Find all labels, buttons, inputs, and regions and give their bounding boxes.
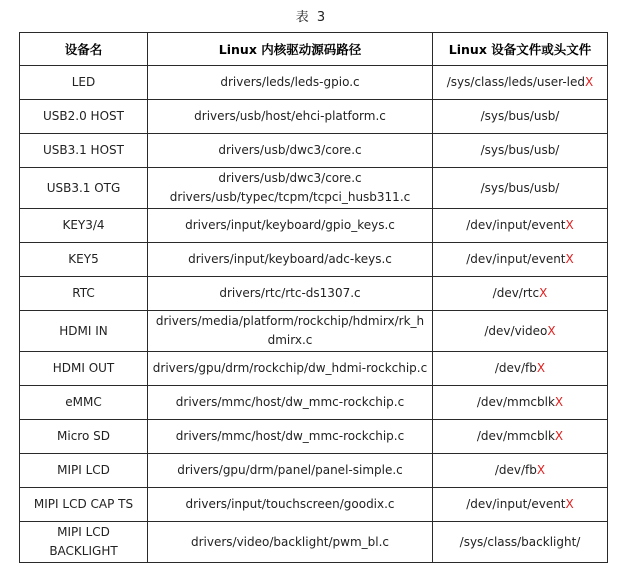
table-header-row <box>20 33 608 66</box>
header-device-name: 设备名 <box>20 33 148 66</box>
cell-device-file <box>433 168 608 209</box>
table-row <box>20 168 608 209</box>
table-row <box>20 100 608 134</box>
cell-device-name-line: eMMC <box>65 395 102 409</box>
cell-driver-path <box>148 488 433 522</box>
device-index-placeholder: X <box>536 463 546 477</box>
device-driver-table <box>19 32 608 563</box>
cell-driver-path-line: drivers/gpu/drm/panel/panel-simple.c <box>177 463 403 477</box>
cell-device-file <box>433 454 608 488</box>
cell-device-file <box>433 134 608 168</box>
cell-driver-path-line: drivers/media/platform/rockchip/hdmirx/rk_h <box>155 314 425 328</box>
device-file-path: /dev/fb <box>494 463 537 477</box>
header-driver-path: Linux 内核驱动源码路径 <box>148 33 433 66</box>
device-index-placeholder: X <box>565 497 574 511</box>
cell-driver-path <box>148 420 433 454</box>
device-file-path: /dev/input/event <box>466 497 566 511</box>
table-row <box>20 311 608 352</box>
cell-device-name-line: HDMI OUT <box>52 361 115 375</box>
cell-device-name-line: LED <box>71 75 96 89</box>
cell-driver-path-line: drivers/usb/typec/tcpm/tcpci_husb311.c <box>169 190 411 204</box>
table-body <box>20 66 608 563</box>
table-row <box>20 352 608 386</box>
device-index-placeholder: X <box>536 361 546 375</box>
cell-driver-path <box>148 168 433 209</box>
device-file-path: /dev/input/event <box>466 252 566 266</box>
cell-driver-path-line: drivers/leds/leds-gpio.c <box>220 75 360 89</box>
cell-device-name <box>20 134 148 168</box>
cell-driver-path <box>148 134 433 168</box>
cell-device-name <box>20 168 148 209</box>
cell-device-name-line: MIPI LCD CAP TS <box>33 497 134 511</box>
table-row <box>20 522 608 563</box>
cell-device-name <box>20 488 148 522</box>
table-row <box>20 243 608 277</box>
cell-driver-path-line: drivers/mmc/host/dw_mmc-rockchip.c <box>175 429 405 443</box>
cell-driver-path <box>148 277 433 311</box>
table-row <box>20 134 608 168</box>
cell-device-name-line: USB3.1 OTG <box>46 180 121 195</box>
cell-device-file <box>433 488 608 522</box>
cell-driver-path-line: drivers/gpu/drm/rockchip/dw_hdmi-rockchip.c <box>152 361 428 375</box>
cell-driver-path-line: drivers/video/backlight/pwm_bl.c <box>190 534 390 549</box>
device-file-path: /dev/video <box>484 323 548 338</box>
cell-device-name <box>20 522 148 563</box>
cell-device-name <box>20 386 148 420</box>
device-index-placeholder: X <box>539 286 548 300</box>
cell-device-name-line: HDMI IN <box>59 323 108 338</box>
device-file-path: /sys/bus/usb/ <box>480 109 560 123</box>
cell-driver-path-line: drivers/usb/dwc3/core.c <box>218 143 362 157</box>
cell-device-file <box>433 243 608 277</box>
cell-device-name-line: KEY3/4 <box>62 218 105 232</box>
device-index-placeholder: X <box>554 429 564 443</box>
device-index-placeholder: X <box>554 395 564 409</box>
table-row <box>20 420 608 454</box>
cell-device-file <box>433 352 608 386</box>
table-row <box>20 66 608 100</box>
cell-driver-path <box>148 352 433 386</box>
device-file-path: /sys/class/leds/user-led <box>446 75 585 89</box>
cell-device-file <box>433 209 608 243</box>
cell-driver-path-line: drivers/input/keyboard/gpio_keys.c <box>185 218 395 232</box>
table-row <box>20 488 608 522</box>
cell-driver-path-line: drivers/usb/dwc3/core.c <box>218 171 362 185</box>
cell-device-name <box>20 243 148 277</box>
cell-driver-path <box>148 522 433 563</box>
cell-driver-path-line: drivers/rtc/rtc-ds1307.c <box>219 286 361 300</box>
device-file-path: /dev/input/event <box>466 218 566 232</box>
cell-device-name <box>20 209 148 243</box>
cell-driver-path <box>148 454 433 488</box>
table-caption: 表 3 <box>295 10 328 25</box>
cell-driver-path <box>148 66 433 100</box>
device-file-path: /dev/mmcblk <box>476 429 555 443</box>
cell-device-name-line: Micro SD <box>57 429 110 443</box>
cell-device-name <box>20 66 148 100</box>
device-index-placeholder: X <box>547 323 556 338</box>
cell-driver-path-line: drivers/input/keyboard/adc-keys.c <box>188 252 392 266</box>
device-file-path: /sys/bus/usb/ <box>480 143 560 157</box>
cell-driver-path-line: drivers/input/touchscreen/goodix.c <box>185 497 395 511</box>
cell-driver-path <box>148 243 433 277</box>
cell-device-name-line: KEY5 <box>68 252 99 266</box>
cell-driver-path <box>148 311 433 352</box>
table-row <box>20 386 608 420</box>
cell-device-name <box>20 420 148 454</box>
cell-driver-path-line: drivers/usb/host/ehci-platform.c <box>194 109 386 123</box>
cell-driver-path <box>148 209 433 243</box>
cell-device-name-line: USB2.0 HOST <box>43 109 124 123</box>
device-index-placeholder: X <box>565 252 574 266</box>
cell-device-file <box>433 311 608 352</box>
cell-device-name-line: MIPI LCD <box>57 525 110 539</box>
cell-device-file <box>433 522 608 563</box>
cell-device-name-line: RTC <box>72 286 95 300</box>
device-index-placeholder: X <box>565 218 574 232</box>
cell-device-name-line: MIPI LCD <box>57 463 110 477</box>
cell-device-name <box>20 311 148 352</box>
table-row <box>20 209 608 243</box>
device-file-path: /dev/fb <box>494 361 537 375</box>
cell-device-name <box>20 454 148 488</box>
cell-device-name <box>20 277 148 311</box>
cell-device-name-line: BACKLIGHT <box>49 544 118 558</box>
cell-device-name <box>20 100 148 134</box>
header-device-file: Linux 设备文件或头文件 <box>433 33 608 66</box>
cell-device-file <box>433 386 608 420</box>
cell-driver-path-line: drivers/mmc/host/dw_mmc-rockchip.c <box>175 395 405 409</box>
table-row <box>20 454 608 488</box>
device-file-path: /sys/bus/usb/ <box>480 180 560 195</box>
cell-device-file <box>433 66 608 100</box>
device-file-path: /dev/rtc <box>492 286 540 300</box>
cell-device-name <box>20 352 148 386</box>
cell-device-file <box>433 277 608 311</box>
table-row <box>20 277 608 311</box>
cell-device-file <box>433 100 608 134</box>
device-file-path: /dev/mmcblk <box>476 395 555 409</box>
cell-driver-path <box>148 386 433 420</box>
cell-device-file <box>433 420 608 454</box>
cell-device-name-line: USB3.1 HOST <box>43 143 124 157</box>
device-file-path: /sys/class/backlight/ <box>459 534 581 549</box>
cell-driver-path-line: dmirx.c <box>267 333 313 347</box>
cell-driver-path <box>148 100 433 134</box>
device-index-placeholder: X <box>585 75 594 89</box>
